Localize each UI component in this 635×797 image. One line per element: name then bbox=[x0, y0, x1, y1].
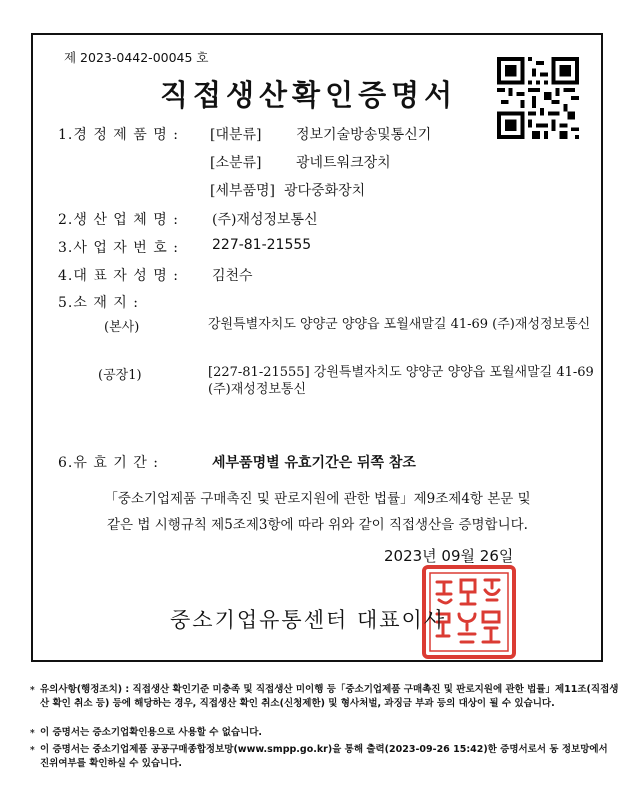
note-bullet: * bbox=[30, 746, 35, 756]
verification-note: 이 증명서는 중소기업제품 공공구매종합정보망(www.smpp.go.kr)을 통해 출력(2023-09-26 15:42)한 증명서로서 동 정보망에서 진위여부를 확인하실 수 있습니다. bbox=[40, 744, 608, 769]
detail-item-label: [세부품명] bbox=[210, 183, 276, 199]
ceo-value: 김천수 bbox=[212, 268, 253, 284]
validity-label: 6.유 효 기 간 : bbox=[58, 455, 159, 471]
major-category-label: [대분류] bbox=[210, 127, 262, 143]
producer-label: 2.생 산 업 체 명 : bbox=[58, 212, 179, 228]
note-bullet: * bbox=[30, 686, 35, 696]
hq-address: 강원특별자치도 양양군 양양읍 포월새말길 41-69 (주)재성정보통신 bbox=[208, 317, 591, 332]
business-number-value: 227-81-21555 bbox=[212, 237, 312, 253]
caution-note: 유의사항(행정조치) : 직접생산 확인기준 미충족 및 직접생산 미이행 등「중소기업제품 구매촉진 및 판로지원에 관한 법률」제11조(직접생산 확인 취소 등) 등에 해당하는 경우, 직접생산 확인 취소(신청제한) 및 형사처벌, 과징금 부과 등의 대상이 될 수 있습니다. bbox=[40, 684, 619, 709]
producer-value: (주)재성정보통신 bbox=[212, 212, 318, 228]
certificate-title: 직접생산확인증명서 bbox=[160, 78, 458, 112]
statement-line-2: 같은 법 시행규칙 제5조제3항에 따라 위와 같이 직접생산을 증명합니다. bbox=[107, 517, 528, 533]
issuer-name: 중소기업유통센터 대표이사 bbox=[170, 608, 447, 632]
validity-value: 세부품명별 유효기간은 뒤쪽 참조 bbox=[212, 455, 416, 471]
factory-label: (공장1) bbox=[98, 368, 142, 383]
issue-date: 2023년 09월 26일 bbox=[384, 547, 514, 565]
business-number-label: 3.사 업 자 번 호 : bbox=[58, 240, 179, 256]
document-number: 제 2023-0442-00045 호 bbox=[64, 50, 209, 65]
hq-label: (본사) bbox=[104, 320, 140, 335]
note-bullet: * bbox=[30, 729, 35, 739]
usage-note: 이 증명서는 증소기업확인용으로 사용할 수 없습니다. bbox=[40, 727, 263, 738]
minor-category-label: [소분류] bbox=[210, 155, 262, 171]
qr-code-icon bbox=[497, 57, 579, 139]
location-label: 5.소 재 지 : bbox=[58, 295, 139, 311]
ceo-label: 4.대 표 자 성 명 : bbox=[58, 268, 179, 284]
detail-item-value: 광다중화장치 bbox=[284, 183, 366, 199]
statement-line-1: 「중소기업제품 구매촉진 및 판로지원에 관한 법률」제9조제4항 본문 및 bbox=[104, 491, 531, 507]
major-category-value: 정보기술방송및통신기 bbox=[296, 127, 432, 143]
product-label: 1.경 정 제 품 명 : bbox=[58, 127, 179, 143]
minor-category-value: 광네트워크장치 bbox=[296, 155, 391, 171]
factory-address: [227-81-21555] 강원특별자치도 양양군 양양읍 포월새말길 41-69 (주)재성정보통신 bbox=[208, 365, 594, 397]
